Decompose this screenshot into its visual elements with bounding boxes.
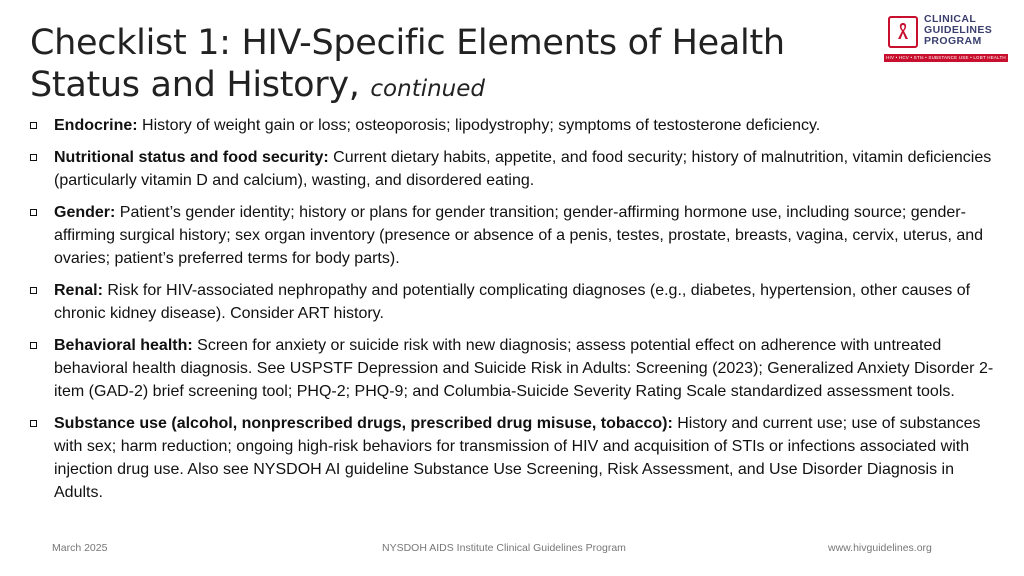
logo-line-1: CLINICAL — [924, 13, 977, 25]
checkbox-icon — [30, 287, 37, 294]
item-label: Behavioral health: — [54, 337, 193, 354]
item-text: Current dietary habits, appetite, and food security; history of malnutrition, vitamin deficiencies (particularly vitamin D and calcium), wasting, and disordered eating. — [54, 149, 992, 189]
checkbox-icon — [30, 420, 37, 427]
item-text: Patient’s gender identity; history or plans for gender transition; gender-affirming hormone use, including source; gender-affirming surgical history; sex organ inventory (presence or absence of a penis, testes, prostate, breasts, vagina, cervix, uterus, and ovaries; patient’s preferred terms for body parts). — [54, 204, 984, 267]
item-text: History of weight gain or loss; osteoporosis; lipodystrophy; symptoms of testosterone deficiency. — [137, 117, 821, 134]
checklist-item-behavioral-health — [30, 334, 1005, 403]
checkbox-icon — [30, 342, 37, 349]
checklist-item-renal — [30, 279, 1005, 325]
checkbox-icon — [30, 122, 37, 129]
item-label: Endocrine: — [54, 117, 138, 134]
footer-date: March 2025 — [52, 542, 108, 554]
item-text: History and current use; use of substances with sex; harm reduction; ongoing high-risk behaviors for transmission of HIV and acquisition of STIs or infections associated with injection drug use. Also see NYSDOH AI guideline Substance Use Screening, Risk Assessment, and Use Disorder Diagnosis in Adults. — [54, 415, 981, 501]
title-continued: continued — [370, 76, 486, 102]
item-label: Nutritional status and food security: — [54, 149, 329, 166]
checklist-item-gender — [30, 201, 1005, 270]
footer-url: www.hivguidelines.org — [828, 542, 932, 554]
item-text: Risk for HIV-associated nephropathy and potentially complicating diagnoses (e.g., diabetes, hypertension, other causes of chronic kidney disease). Consider ART history. — [54, 282, 971, 322]
checklist-item-endocrine — [30, 114, 1005, 137]
red-ribbon-icon — [896, 22, 910, 40]
title-main: Checklist 1: HIV-Specific Elements of Health Status and History, — [30, 23, 785, 105]
item-label: Gender: — [54, 204, 116, 221]
clinical-guidelines-program-logo — [884, 14, 1008, 64]
logo-wordmark — [924, 14, 992, 47]
checkbox-icon — [30, 154, 37, 161]
checklist-item-substance-use — [30, 412, 1005, 504]
logo-line-3: PROGRAM — [924, 35, 982, 47]
checkbox-icon — [30, 209, 37, 216]
item-label: Substance use (alcohol, nonprescribed drugs, prescribed drug misuse, tobacco): — [54, 415, 673, 432]
item-text: Screen for anxiety or suicide risk with new diagnosis; assess potential effect on adherence with untreated behavioral health diagnosis. See USPSTF Depression and Suicide Risk in Adults: Screening (2023); Generalized Anxiety Disorder 2-item (GAD-2) brief screening tool; PHQ-2; PHQ-9; and Columbia-Suicide Severity Rating Scale standardized assessment tools. — [54, 337, 994, 400]
logo-line-2: GUIDELINES — [924, 24, 993, 36]
logo-tagline: HIV • HCV • STIs • SUBSTANCE USE • LGBT HEALTH — [884, 54, 1008, 62]
page-title — [30, 22, 870, 110]
checklist — [30, 114, 1005, 513]
checklist-item-nutrition — [30, 146, 1005, 192]
item-label: Renal: — [54, 282, 103, 299]
footer-org: NYSDOH AIDS Institute Clinical Guidelines Program — [382, 542, 626, 554]
